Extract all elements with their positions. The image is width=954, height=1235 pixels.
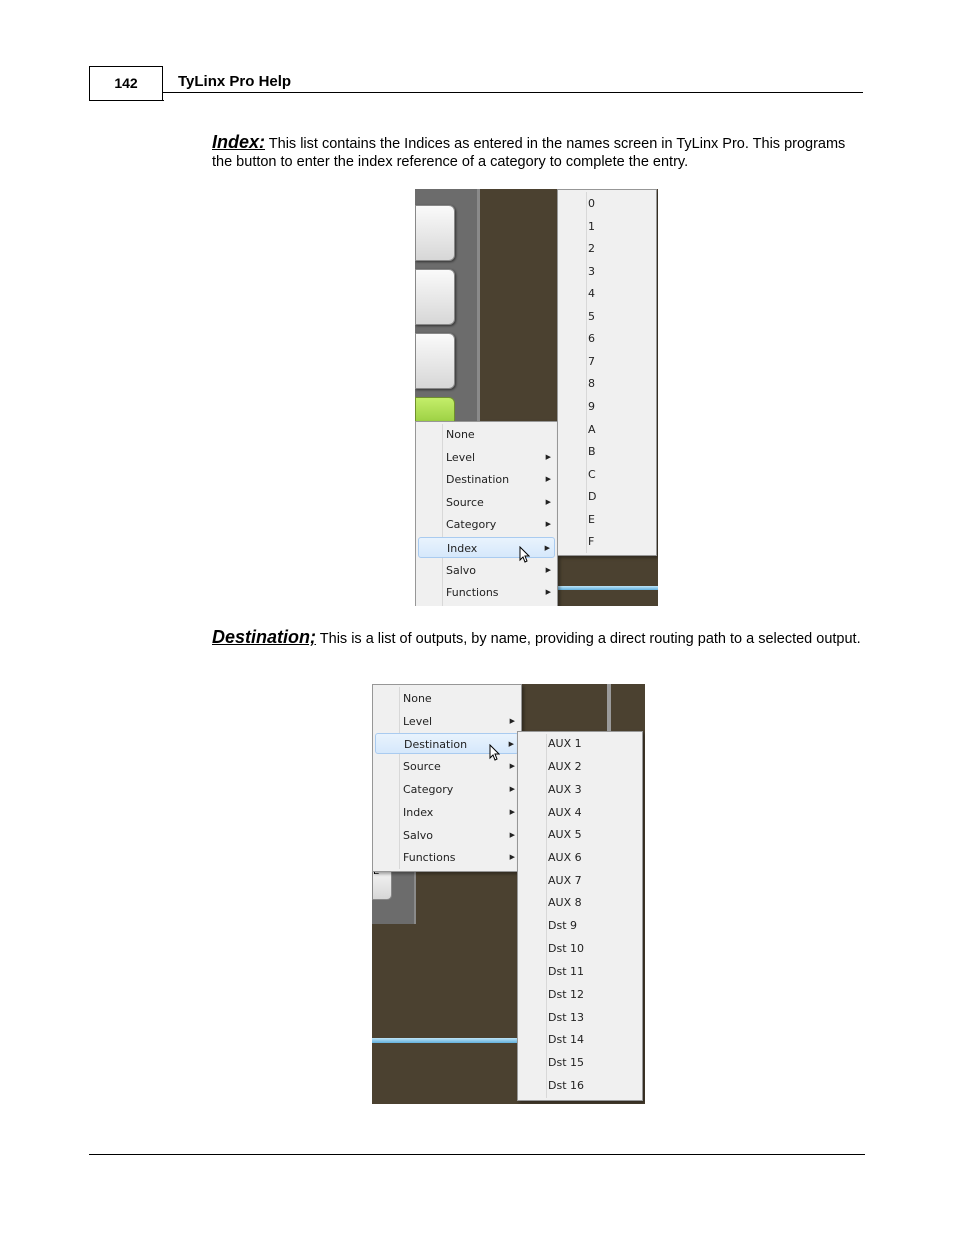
index-option[interactable] (558, 396, 656, 418)
destination-option[interactable] (518, 1007, 642, 1029)
menu-item-source[interactable] (418, 492, 555, 513)
menu-item-label: Index (403, 806, 434, 819)
menu-item-label: Functions (403, 851, 456, 864)
menu-item-salvo[interactable] (418, 560, 555, 581)
destination-option[interactable] (518, 1029, 642, 1051)
index-option[interactable] (558, 216, 656, 238)
mouse-cursor-icon (519, 546, 529, 562)
destination-option[interactable] (518, 961, 642, 983)
index-option[interactable] (558, 441, 656, 463)
submenu-arrow-icon: ▶ (509, 853, 515, 861)
menu-item-label: Source (446, 496, 484, 509)
menu-item-index[interactable] (418, 537, 555, 558)
index-option-label: 2 (588, 242, 595, 255)
menu-item-index[interactable] (375, 802, 519, 823)
menu-item-label: None (446, 428, 475, 441)
submenu-arrow-icon: ▶ (508, 740, 514, 748)
destination-option[interactable] (518, 870, 642, 892)
bottom-bar (372, 1038, 522, 1043)
menu-item-label: Functions (446, 586, 499, 599)
menu-item-level[interactable] (375, 711, 519, 732)
menu-item-label: Destination (446, 473, 510, 486)
index-option[interactable] (558, 486, 656, 508)
destination-option-label: Dst 13 (548, 1011, 585, 1024)
destination-option[interactable] (518, 1075, 642, 1097)
menu-item-functions[interactable] (418, 582, 555, 603)
index-option-label: 0 (588, 197, 595, 210)
index-submenu (557, 189, 657, 556)
destination-submenu (517, 731, 643, 1101)
index-option[interactable] (558, 419, 656, 441)
panel-button-3[interactable] (415, 333, 455, 389)
index-option-label: D (588, 490, 597, 503)
index-text: This list contains the Indices as entered in the names screen in TyLinx Pro. This programs the button to enter the index reference of a category to complete the entry. (212, 136, 846, 170)
destination-option-label: AUX 4 (548, 806, 582, 819)
destination-option-label: AUX 6 (548, 851, 582, 864)
submenu-arrow-icon: ▶ (545, 520, 551, 528)
destination-option-label: AUX 2 (548, 760, 582, 773)
destination-option[interactable] (518, 802, 642, 824)
index-option[interactable] (558, 373, 656, 395)
destination-option-label: Dst 12 (548, 988, 585, 1001)
index-option[interactable] (558, 283, 656, 305)
panel-button-2[interactable] (415, 269, 455, 325)
index-option[interactable] (558, 509, 656, 531)
submenu-arrow-icon: ▶ (545, 453, 551, 461)
index-option-label: E (588, 513, 595, 526)
destination-option[interactable] (518, 1052, 642, 1074)
destination-option-label: AUX 3 (548, 783, 582, 796)
footer-rule (89, 1154, 865, 1155)
index-option-label: C (588, 468, 596, 481)
menu-item-label: Index (447, 542, 478, 555)
menu-item-level[interactable] (418, 447, 555, 468)
context-menu (415, 421, 558, 606)
header-rule (163, 92, 863, 93)
destination-option-label: Dst 15 (548, 1056, 585, 1069)
submenu-arrow-icon: ▶ (545, 475, 551, 483)
page-number: 142 (89, 66, 163, 100)
destination-option-label: Dst 9 (548, 919, 578, 932)
destination-option[interactable] (518, 938, 642, 960)
index-option[interactable] (558, 464, 656, 486)
destination-option[interactable] (518, 915, 642, 937)
destination-option-label: Dst 16 (548, 1079, 585, 1092)
index-paragraph (212, 133, 862, 171)
index-option-label: 9 (588, 400, 595, 413)
submenu-arrow-icon: ▶ (509, 717, 515, 725)
destination-option-label: AUX 8 (548, 896, 582, 909)
page-number-box-edge (89, 100, 164, 101)
submenu-arrow-icon: ▶ (509, 808, 515, 816)
menu-item-category[interactable] (418, 514, 555, 535)
index-option-label: 8 (588, 377, 595, 390)
menu-item-label: None (403, 692, 432, 705)
menu-item-label: Salvo (446, 564, 477, 577)
menu-item-label: Category (403, 783, 454, 796)
destination-option[interactable] (518, 824, 642, 846)
index-menu-screenshot (415, 189, 658, 606)
destination-option-label: AUX 7 (548, 874, 582, 887)
bottom-bar (555, 586, 658, 590)
destination-option[interactable] (518, 984, 642, 1006)
destination-text: This is a list of outputs, by name, providing a direct routing path to a selected output. (316, 631, 861, 647)
destination-term: Destination; (212, 627, 317, 647)
menu-item-label: Level (446, 451, 476, 464)
index-option[interactable] (558, 193, 656, 215)
index-option[interactable] (558, 261, 656, 283)
index-term: Index: (212, 132, 266, 152)
destination-option[interactable] (518, 892, 642, 914)
destination-option[interactable] (518, 756, 642, 778)
destination-paragraph (212, 628, 862, 648)
index-option[interactable] (558, 238, 656, 260)
index-option-label: 1 (588, 220, 595, 233)
index-option-label: 6 (588, 332, 595, 345)
submenu-arrow-icon: ▶ (545, 566, 551, 574)
index-option-label: 5 (588, 310, 595, 323)
menu-item-label: Category (446, 518, 497, 531)
index-option-label: B (588, 445, 596, 458)
submenu-arrow-icon: ▶ (509, 831, 515, 839)
destination-option[interactable] (518, 779, 642, 801)
menu-item-none[interactable] (418, 424, 555, 445)
submenu-arrow-icon: ▶ (509, 762, 515, 770)
menu-item-salvo[interactable] (375, 825, 519, 846)
destination-option-label: Dst 11 (548, 965, 585, 978)
destination-option-label: Dst 10 (548, 942, 585, 955)
index-option-label: A (588, 423, 596, 436)
panel-button-1[interactable] (415, 205, 455, 261)
destination-menu-screenshot (372, 684, 645, 1104)
index-option-label: 3 (588, 265, 595, 278)
submenu-arrow-icon: ▶ (544, 544, 550, 552)
destination-option-label: Dst 14 (548, 1033, 585, 1046)
destination-option-label: AUX 1 (548, 737, 582, 750)
submenu-arrow-icon: ▶ (545, 498, 551, 506)
index-option[interactable] (558, 306, 656, 328)
mouse-cursor-icon (489, 744, 499, 760)
index-option-label: 4 (588, 287, 595, 300)
index-option[interactable] (558, 531, 656, 553)
destination-option[interactable] (518, 733, 642, 755)
destination-option[interactable] (518, 847, 642, 869)
menu-item-label: Source (403, 760, 441, 773)
header-title: TyLinx Pro Help (178, 73, 292, 90)
context-menu (372, 684, 522, 872)
destination-option-label: AUX 5 (548, 828, 582, 841)
menu-item-category[interactable] (375, 779, 519, 800)
menu-item-label: Level (403, 715, 433, 728)
menu-item-none[interactable] (375, 688, 519, 709)
menu-item-label: Salvo (403, 829, 434, 842)
menu-item-functions[interactable] (375, 847, 519, 868)
index-option-label: F (588, 535, 595, 548)
index-option[interactable] (558, 351, 656, 373)
submenu-arrow-icon: ▶ (509, 785, 515, 793)
menu-item-destination[interactable] (418, 469, 555, 490)
submenu-arrow-icon: ▶ (545, 588, 551, 596)
menu-item-label: Destination (404, 738, 468, 751)
index-option-label: 7 (588, 355, 595, 368)
index-option[interactable] (558, 328, 656, 350)
